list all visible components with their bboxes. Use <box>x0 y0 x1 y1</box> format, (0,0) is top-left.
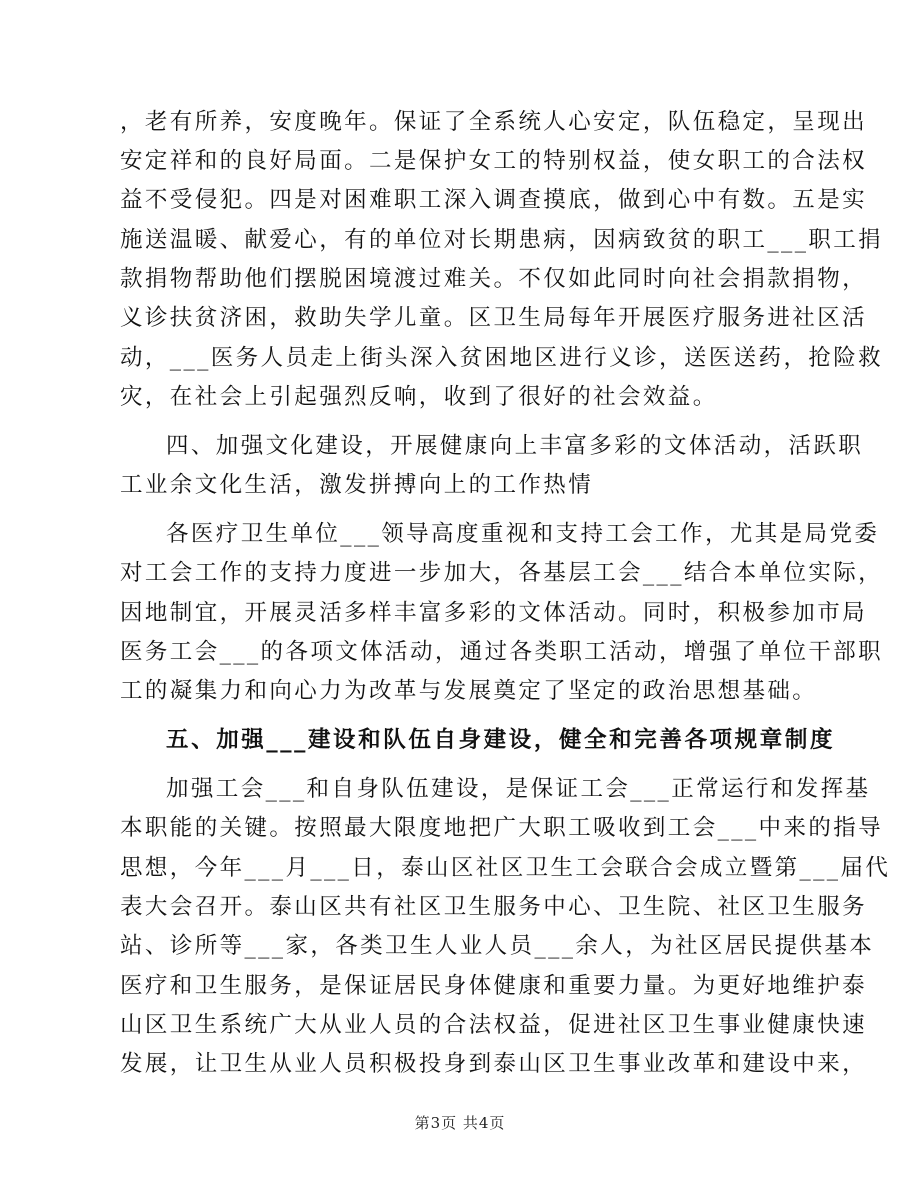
text-line: 因地制宜，开展灵活多样丰富多彩的文体活动。同时，积极参加市局 <box>120 600 868 626</box>
text-line: 山区卫生系统广大从业人员的合法权益，促进社区卫生事业健康快速 <box>120 1012 868 1038</box>
text-line: 施送温暖、献爱心，有的单位对长期患病，因病致贫的职工___职工捐 <box>120 227 884 253</box>
section-heading-four: 四、加强文化建设，开展健康向上丰富多彩的文体活动，活跃职 <box>166 433 864 459</box>
text-line: 思想，今年___月___日，泰山区社区卫生工会联合会成立暨第___届代 <box>120 855 891 881</box>
section-heading-five: 五、加强___建设和队伍自身建设，健全和完善各项规章制度 <box>166 727 836 753</box>
text-line: 动，___医务人员走上街头深入贫困地区进行义诊，送医送药，抢险救 <box>120 345 884 371</box>
text-line: 灾，在社会上引起强烈反响，收到了很好的社会效益。 <box>120 384 718 410</box>
text-line: 安定祥和的良好局面。二是保护女工的特别权益，使女职工的合法权 <box>120 148 868 174</box>
text-line: 医疗和卫生服务，是保证居民身体健康和重要力量。为更好地维护泰 <box>120 973 868 999</box>
text-line: 义诊扶贫济困，救助失学儿童。区卫生局每年开展医疗服务进社区活 <box>120 305 868 331</box>
text-line: 工的凝集力和向心力为改革与发展奠定了坚定的政治思想基础。 <box>120 678 818 704</box>
paragraph-start: 各医疗卫生单位___领导高度重视和支持工会工作，尤其是局党委 <box>166 521 880 547</box>
text-line: 对工会工作的支持力度进一步加大，各基层工会___结合本单位实际， <box>120 560 884 586</box>
text-line: 医务工会___的各项文体活动，通过各类职工活动，增强了单位干部职 <box>120 639 884 665</box>
text-line: 工业余文化生活，激发拼搏向上的工作热情 <box>120 472 594 498</box>
text-line: 本职能的关键。按照最大限度地把广大职工吸收到工会___中来的指导 <box>120 815 884 841</box>
text-line: 款捐物帮助他们摆脱困境渡过难关。不仅如此同时向社会捐款捐物， <box>120 266 868 292</box>
page-number: 第3页 共4页 <box>414 1114 506 1132</box>
text-line: ，老有所养，安度晚年。保证了全系统人心安定，队伍稳定，呈现出 <box>120 109 868 135</box>
text-line: 发展，让卫生从业人员积极投身到泰山区卫生事业改革和建设中来， <box>120 1051 868 1077</box>
text-line: 表大会召开。泰山区共有社区卫生服务中心、卫生院、社区卫生服务 <box>120 894 868 920</box>
text-line: 益不受侵犯。四是对困难职工深入调查摸底，做到心中有数。五是实 <box>120 187 868 213</box>
paragraph-start: 加强工会___和自身队伍建设，是保证工会___正常运行和发挥基 <box>166 776 871 802</box>
text-line: 站、诊所等___家，各类卫生人业人员___余人，为社区居民提供基本 <box>120 933 875 959</box>
